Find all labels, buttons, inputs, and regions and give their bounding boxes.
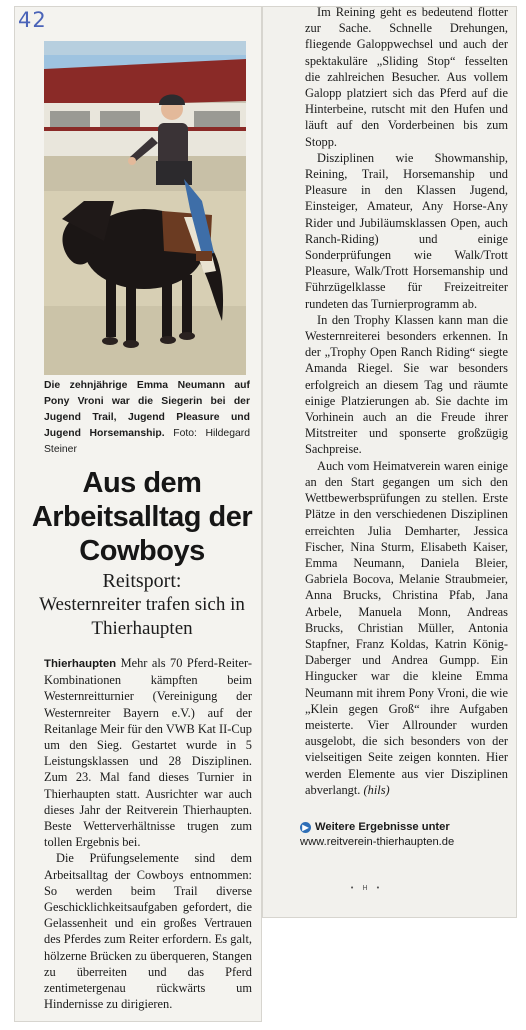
paragraph-6 — [305, 458, 508, 798]
paragraph-3: Im Reining geht es bedeutend flotter zur Sache. Schnelle Drehungen, fliegende Galoppwechsel und auch der spektakuläre „Sliding Stop“ fesselten die zahlreichen Besucher. Aus vollem Galopp platziert sich das Pferd auf die Hinterbeine, rutscht mit den Hufen und läuft auf den Vorderbeinen bis zum Stopp. — [305, 5, 508, 149]
end-ornament: • H • — [350, 884, 383, 892]
author-tag: (hils) — [363, 782, 390, 797]
paragraph-5: In den Trophy Klassen kann man die Westernreiterei besonders erkennen. In der „Trophy Open Ranch Riding“ siegte Amanda Riegel. Sie war besonders erfolgreich an diesem Tag und räumte einige Platzierungen ab. Sie dachte im Vorhinein auch an die Freude ihrer Mitstreiter und sponserte großzügig Sachpreise. — [305, 312, 508, 457]
more-results-box — [300, 820, 510, 850]
paragraph-4: Disziplinen wie Showmanship, Reining, Trail, Horsemanship und Pleasure in den Klassen Jugend, Einsteiger, Amateur, Any Horse-Any Rider und Jubiläumsklassen Open, auch Ranch-Riding) und einige Sonderprüfungen wie Walk/Trott Pleasure, Walk/Trott Horsemanship und Führzügelklasse für Freizeitreiter rundeten das Turnierprogramm ab. — [305, 150, 508, 311]
paragraph-6-text: Auch vom Heimatverein waren einige an den Start gegangen um sich den Wettbewerbsprüfungen zu stellen. Erste Plätze in den verschiedenen Disziplinen erreichten Julia Demharter, Jessica Fischer, Nina Sturm, Elisabeth Kaiser, Emma Neumann, Daniela Bleier, Gabriela Bocova, Melanie Straubmeier, Anna Brucks, Christina Pfab, Jana Arbele, Manuela Monn, Andreas Brucks, Christian Müller, Antonia Stapfner, Franz Koldas, Katrin König-Daberger und Andrea Gumpp. Ein Hingucker war die kleine Emma Neumann mit ihrem Pony Vroni, die wie „Klein gegen Groß“ ihre Aufgaben meisterte. Vier Allrounder wurden ausgelobt, die sich besonders von der vielseitigen Seite zeigen konnten. Hier werden Elemente aus vier Disziplinen abverlangt. — [305, 458, 508, 797]
article-kicker: Reitsport: — [102, 570, 182, 592]
more-results-heading — [300, 820, 510, 835]
photo-credit: Foto: Hildegard Steiner — [44, 428, 250, 455]
article-body-right — [305, 4, 508, 798]
arrow-right-circle-icon: ▶ — [300, 822, 311, 833]
pony-rider-photo — [44, 41, 246, 375]
more-results-url[interactable]: www.reitverein-thierhaupten.de — [300, 836, 455, 848]
article-photo — [44, 41, 246, 375]
photo-caption — [44, 378, 250, 458]
article-subhead — [30, 569, 254, 641]
paragraph-1 — [44, 655, 252, 850]
handwritten-page-number: 42 — [18, 8, 47, 32]
dateline: Thierhaupten — [44, 658, 117, 670]
article-body-left — [44, 655, 252, 1012]
paragraph-1-text: Mehr als 70 Pferd-Reiter-Kombinationen kämpften beim Westernreitturnier (Vereinigung der Westernreiter Bayern e.V.) auf der Reitanlage Meir für den VWB Kat II-Cup um den Sieg. Gestartet wurde in 5 Leistungsklassen und 28 Disziplinen. Zum 23. Mal fand dieses Turnier in Thierhaupten statt. Ausrichter war auch dieses Jahr der Reitverein Thierhaupten. Beste Wetterverhältnisse trugen zum tollen Ergebnis bei. — [44, 656, 252, 850]
article-subtitle: Westernreiter trafen sich in Thierhaupten — [39, 594, 245, 639]
caption-text: Die zehnjährige Emma Neumann auf Pony Vroni war die Siegerin bei der Jugend Trail, Jugend Pleasure und Jugend Horsemanship. — [44, 380, 250, 439]
article-headline: Aus dem Arbeitsalltag der Cowboys — [31, 467, 253, 567]
more-results-label: Weitere Ergebnisse unter — [315, 821, 450, 833]
paragraph-2: Die Prüfungselemente sind dem Arbeitsalltag der Cowboys entnommen: So werden beim Trail diverse Geschicklichkeitsaufgaben gefordert, die Gelassenheit und ein großes Vertrauen des Pferdes zum Reiter erfordern. Es galt, hölzerne Brücken zu überqueren, Stangen zu überreiten und das Pferd zentimetergenau rückwärts um Hindernisse zu dirigieren. — [44, 851, 252, 1012]
